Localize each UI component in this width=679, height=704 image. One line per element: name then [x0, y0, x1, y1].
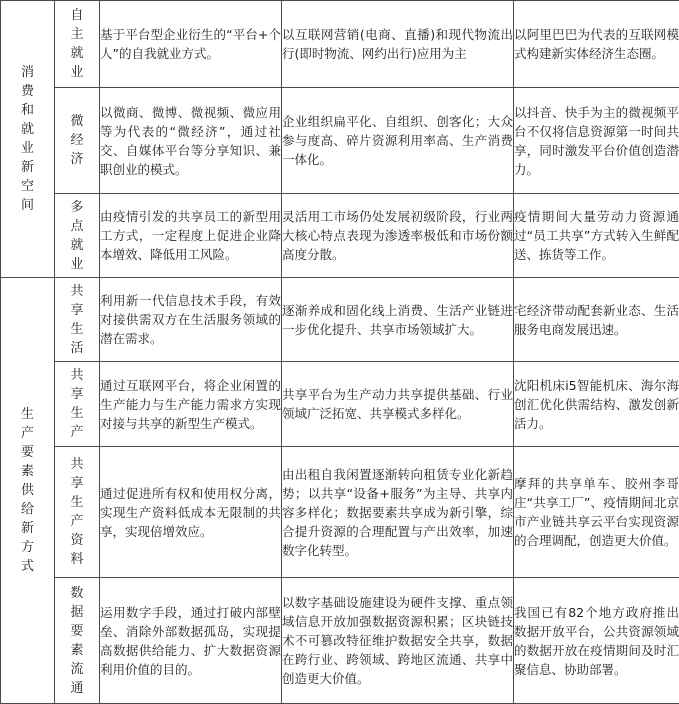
definition-cell: 以微商、微博、微视频、微应用等为代表的“微经济”，通过社交、自媒体平台等分享知识、兼职创业的模式。 [100, 88, 282, 194]
feature-cell: 共享平台为生产动力共享提供基础、行业领域广泛拓宽、共享模式多样化。 [282, 362, 514, 447]
subcategory-label: 数据要素流通 [70, 584, 84, 698]
table-row [1, 447, 679, 578]
subcategory-cell [55, 278, 100, 362]
example-cell: 沈阳机床i5智能机床、海尔海创汇优化供需结构、激发创新活力。 [514, 362, 679, 447]
definition-cell: 通过促进所有权和使用权分离，实现生产资料低成本无限制的共享，实现倍增效应。 [100, 447, 282, 578]
category-cell [1, 278, 55, 704]
table-row [1, 1, 679, 88]
subcategory-label: 共享生产 [70, 366, 84, 442]
subcategory-cell [55, 88, 100, 194]
subcategory-label: 共享生活 [70, 282, 84, 358]
example-cell: 我国已有82个地方政府推出数据开放平台，公共资源领域的数据开放在疫情期间及时汇聚信息、协助部署。 [514, 578, 679, 704]
subcategory-cell [55, 578, 100, 704]
table-row [1, 194, 679, 278]
definition-cell: 基于平台型企业衍生的“平台+个人”的自我就业方式。 [100, 1, 282, 88]
category-label: 消费和就业新空间 [21, 63, 35, 215]
example-cell: 摩拜的共享单车、胶州李哥庄“共享工厂”、疫情期间北京市产业链共享云平台实现资源的合理调配，创造更大价值。 [514, 447, 679, 578]
table-row [1, 362, 679, 447]
subcategory-label: 自主就业 [70, 6, 84, 82]
subcategory-cell [55, 194, 100, 278]
subcategory-label: 共享生产资料 [70, 455, 84, 569]
feature-cell: 逐渐养成和固化线上消费、生活产业链进一步优化提升、共享市场领域扩大。 [282, 278, 514, 362]
subcategory-cell [55, 447, 100, 578]
example-cell: 以阿里巴巴为代表的互联网模式构建新实体经济生态圈。 [514, 1, 679, 88]
feature-cell: 由出租自我闲置逐渐转向租赁专业化新趋势；以共享“设备+服务”为主导、共享内容多样化；数据要素共享成为新引擎，综合提升资源的合理配置与产出效率，加速数字化转型。 [282, 447, 514, 578]
example-cell: 宅经济带动配套新业态、生活服务电商发展迅速。 [514, 278, 679, 362]
definition-cell: 由疫情引发的共享员工的新型用工方式，一定程度上促进企业降本增效、降低用工风险。 [100, 194, 282, 278]
definition-cell: 运用数字手段，通过打破内部壁垒、消除外部数据孤岛，实现提高数据供给能力、扩大数据资源利用价值的目的。 [100, 578, 282, 704]
example-cell: 以抖音、快手为主的微视频平台不仅将信息资源第一时间共享，同时激发平台价值创造潜力。 [514, 88, 679, 194]
table-row [1, 578, 679, 704]
table-row [1, 278, 679, 362]
example-cell: 疫情期间大量劳动力资源通过“员工共享”方式转入生鲜配送、拣货等工作。 [514, 194, 679, 278]
subcategory-cell [55, 1, 100, 88]
category-label: 生产要素供给新方式 [21, 405, 35, 576]
subcategory-label: 微经济 [70, 112, 84, 169]
category-cell [1, 1, 55, 278]
subcategory-label: 多点就业 [70, 198, 84, 274]
feature-cell: 灵活用工市场仍处发展初级阶段，行业两大核心特点表现为渗透率极低和市场份额高度分散。 [282, 194, 514, 278]
feature-cell: 以数字基础设施建设为硬件支撑、重点领域信息开放加强数据资源积累；区块链技术不可篡改特征维护数据安全共享，数据在跨行业、跨领域、跨地区流通、共享中创造更大价值。 [282, 578, 514, 704]
feature-cell: 企业组织扁平化、自组织、创客化；大众参与度高、碎片资源利用率高、生产消费一体化。 [282, 88, 514, 194]
table-row [1, 88, 679, 194]
feature-cell: 以互联网营销(电商、直播)和现代物流出行(即时物流、网约出行)应用为主 [282, 1, 514, 88]
definition-cell: 通过互联网平台，将企业闲置的生产能力与生产能力需求方实现对接与共享的新型生产模式。 [100, 362, 282, 447]
definition-cell: 利用新一代信息技术手段，有效对接供需双方在生活服务领域的潜在需求。 [100, 278, 282, 362]
subcategory-cell [55, 362, 100, 447]
